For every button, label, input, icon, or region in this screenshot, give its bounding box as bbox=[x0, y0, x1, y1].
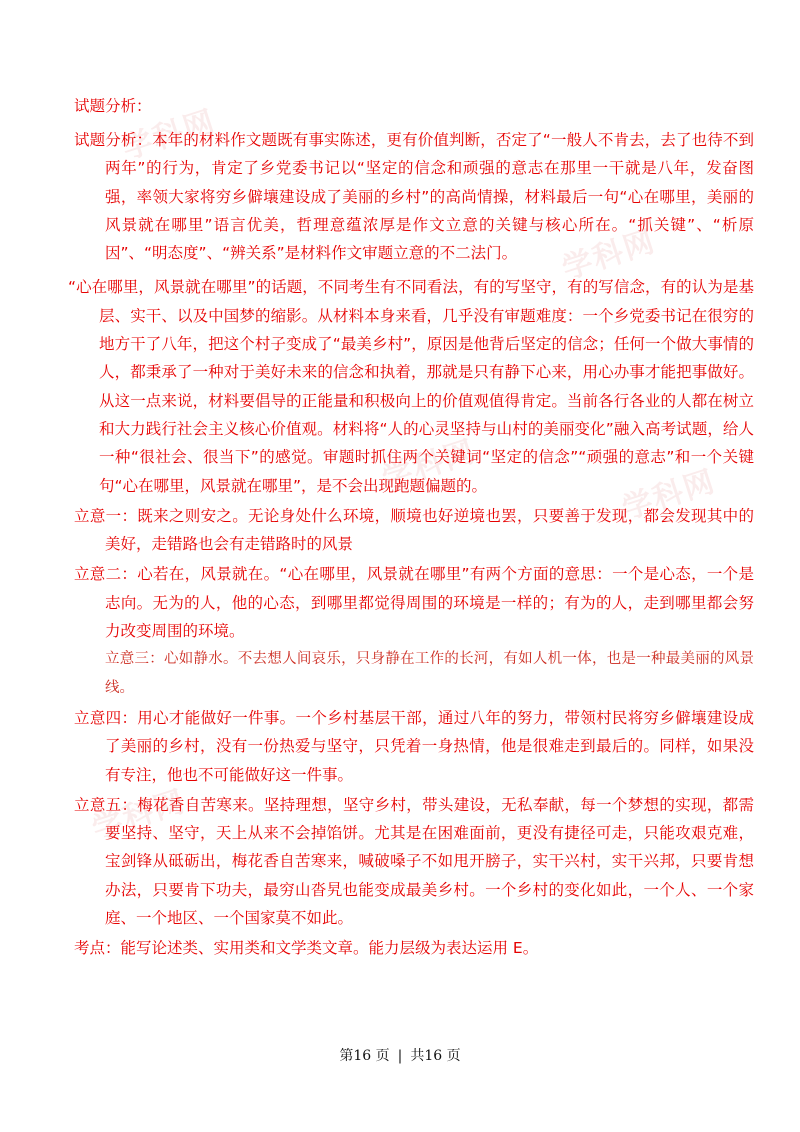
page-total: 共16 页 bbox=[410, 1048, 461, 1064]
exam-point: 考点：能写论述类、实用类和文学类文章。能力层级为表达运用 E。 bbox=[74, 939, 539, 958]
topic-discussion-paragraph: “心在哪里，风景就在哪里”的话题，不同考生有不同看法，有的写坚守，有的写信念，有的认为是基层、实干、以及中国梦的缩影。从材料本身来看，几乎没有审题难度：一个乡党委书记在很穷的地方干了八年，把这个村子变成了“最美乡村”，原因是他背后坚定的信念；任何一个做大事情的人，都秉承了一种对于美好未来的信念和执着，那就是只有静下心来，用心办事才能把事做好。从这一点来说，材料要倡导的正能量和积极向上的价值观值得肯定。当前各行各业的人都在树立和大力践行社会主义核心价值观。材料将“人的心灵坚持与山村的美丽变化”融入高考试题，给人一种“很社会、很当下”的感觉。审题时抓住两个关键词“坚定的信念”“顽强的意志”和一个关键句“心在哪里，风景就在哪里”，是不会出现跑题偏题的。 bbox=[68, 278, 754, 495]
watermark: 学科网 bbox=[558, 223, 661, 287]
thesis-two: 立意二：心若在，风景就在。“心在哪里，风景就在哪里”有两个方面的意思：一个是心态，一个是志向。无为的人，他的心态，到哪里都觉得周围的环境是一样的；有为的人，走到哪里都会努力改变周围的环境。 bbox=[74, 565, 754, 641]
footer-separator: | bbox=[397, 1048, 403, 1064]
page-footer bbox=[0, 1045, 800, 1065]
thesis-four: 立意四：用心才能做好一件事。一个乡村基层干部，通过八年的努力，带领村民将穷乡僻壤建设成了美丽的乡村，没有一份热爱与坚守，只凭着一身热情，他是很难走到最后的。同样，如果没有专注，他也不可能做好这一件事。 bbox=[74, 708, 754, 784]
watermark: 学科网 bbox=[118, 103, 221, 167]
watermark: 学科网 bbox=[88, 783, 191, 847]
thesis-one: 立意一：既来之则安之。无论身处什么环境，顺境也好逆境也罢，只要善于发现，都会发现其中的美好，走错路也会有走错路时的风景 bbox=[74, 506, 754, 554]
thesis-three: 立意三：心如静水。不去想人间哀乐，只身静在工作的长河，有如人机一体，也是一种最美丽的风景线。 bbox=[105, 651, 754, 696]
analysis-paragraph: 试题分析：本年的材料作文题既有事实陈述，更有价值判断，否定了“一般人不肯去，去了也待不到两年”的行为，肯定了乡党委书记以“坚定的信念和顽强的意志在那里一干就是八年，发奋图强，率领大家将穷乡僻壤建设成了美丽的乡村”的高尚情操，材料最后一句“心在哪里，美丽的风景就在哪里”语言优美，哲理意蕴浓厚是作文立意的关键与核心所在。“抓关键”、“析原因”、“明态度”、“辨关系”是材料作文审题立意的不二法门。 bbox=[74, 131, 754, 263]
watermark: 学科网 bbox=[378, 433, 481, 497]
analysis-body bbox=[68, 92, 754, 963]
analysis-heading: 试题分析： bbox=[74, 97, 152, 115]
watermark: 学科网 bbox=[618, 463, 721, 527]
thesis-five: 立意五：梅花香自苦寒来。坚持理想，坚守乡村，带头建设，无私奉献，每一个梦想的实现，都需要坚持、坚守，天上从来不会掉馅饼。尤其是在困难面前，更没有捷径可走，只能攻艰克难，宝剑锋从砥砺出，梅花香自苦寒来，喊破嗓子不如甩开膀子，实干兴村，实干兴邦，只要肯想办法，只要肯下功夫，最穷山沓旯也能变成最美乡村。一个乡村的变化如此，一个人、一个家庭、一个地区、一个国家莫不如此。 bbox=[74, 795, 754, 928]
page-number: 第16 页 bbox=[339, 1048, 390, 1064]
